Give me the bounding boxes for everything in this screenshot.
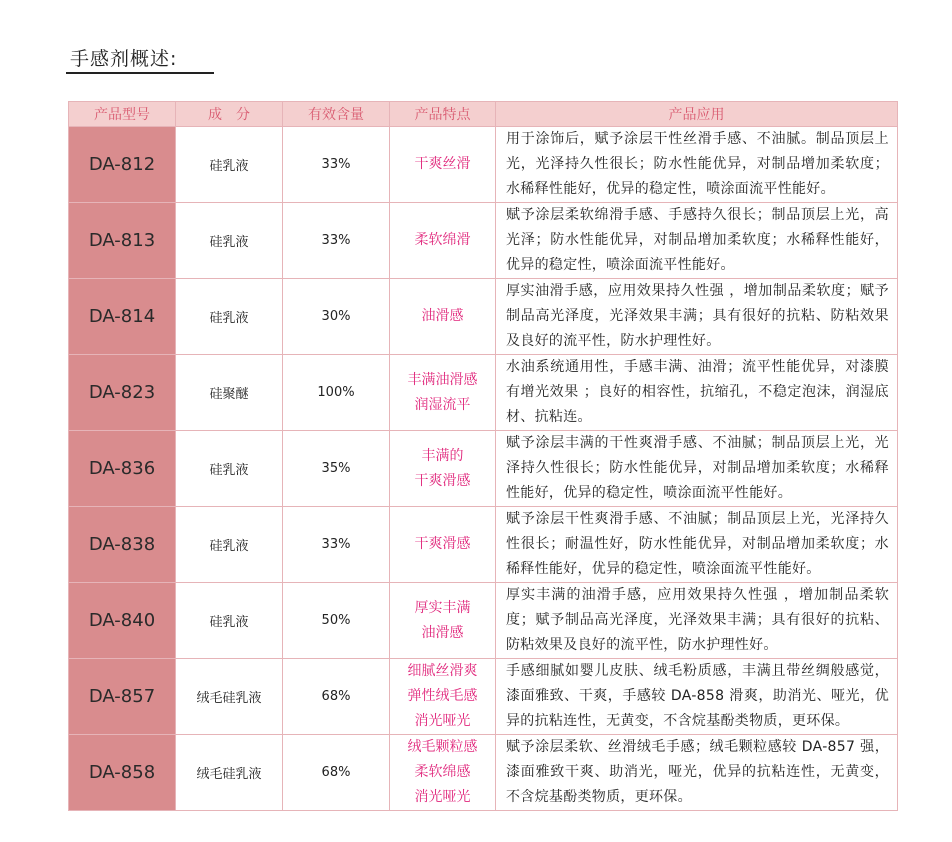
table-row [69,507,898,583]
feature-line: 消光哑光 [414,789,471,805]
feature-line: 丰满油滑感 [407,371,478,388]
application-cell: 厚实丰满的油滑手感，应用效果持久性强 ，增加制品柔软度；赋予制品高光泽度，光泽效果丰满；具有很好的抗粘、防粘效果及良好的流平性，防水护理性好。 [496,583,898,659]
feature-line: 细腻丝滑爽 [407,663,478,679]
feature-line: 柔软绵感 [414,764,471,780]
application-cell: 水油系统通用性，手感丰满、油滑；流平性能优异，对漆膜有增光效果 ；良好的相容性，抗缩孔，不稳定泡沫，润湿底材、抗粘连。 [496,355,898,431]
feature-line: 润湿流平 [414,396,471,413]
header-application: 产品应用 [496,102,898,127]
content-cell: 35% [283,431,390,507]
model-cell: DA-823 [69,355,176,431]
table-row [69,279,898,355]
content-cell: 50% [283,583,390,659]
content-cell: 30% [283,279,390,355]
header-ingredient: 成 分 [176,102,283,127]
header-content: 有效含量 [283,102,390,127]
content-cell: 100% [283,355,390,431]
ingredient-cell: 硅乳液 [176,127,283,203]
content-cell: 68% [283,659,390,735]
title-underline [66,72,214,74]
feature-line: 厚实丰满 [414,599,471,616]
table-row [69,735,898,811]
feature-cell [390,203,496,279]
model-cell: DA-836 [69,431,176,507]
feature-line: 柔软绵滑 [414,232,471,248]
content-cell: 33% [283,507,390,583]
model-cell: DA-838 [69,507,176,583]
feature-line: 干爽滑感 [414,472,471,489]
feature-line: 绒毛颗粒感 [407,739,478,755]
table-row [69,659,898,735]
table-row [69,355,898,431]
application-cell: 手感细腻如婴儿皮肤、绒毛粉质感，丰满且带丝绸般感觉，漆面雅致、干爽，手感较 DA-858 滑爽，助消光、哑光，优异的抗粘连性，无黄变，不含烷基酚类物质，更环保。 [496,659,898,735]
application-cell: 用于涂饰后，赋予涂层干性丝滑手感、不油腻。制品顶层上光，光泽持久性很长；防水性能优异，对制品增加柔软度；水稀释性能好，优异的稳定性，喷涂面流平性能好。 [496,127,898,203]
ingredient-cell: 绒毛硅乳液 [176,659,283,735]
table-body [69,127,898,811]
feature-cell [390,431,496,507]
model-cell: DA-858 [69,735,176,811]
product-table [68,101,898,811]
ingredient-cell: 硅乳液 [176,431,283,507]
model-cell: DA-840 [69,583,176,659]
ingredient-cell: 硅乳液 [176,203,283,279]
table-header-row [69,102,898,127]
ingredient-cell: 硅乳液 [176,279,283,355]
header-model: 产品型号 [69,102,176,127]
table-row [69,583,898,659]
application-cell: 赋予涂层柔软绵滑手感、手感持久很长；制品顶层上光，高光泽；防水性能优异，对制品增加柔软度；水稀释性能好，优异的稳定性，喷涂面流平性能好。 [496,203,898,279]
application-cell: 厚实油滑手感，应用效果持久性强 ，增加制品柔软度；赋予制品高光泽度，光泽效果丰满；具有很好的抗粘、防粘效果及良好的流平性，防水护理性好。 [496,279,898,355]
feature-cell [390,735,496,811]
feature-line: 消光哑光 [414,713,471,729]
feature-cell [390,355,496,431]
model-cell: DA-857 [69,659,176,735]
header-feature: 产品特点 [390,102,496,127]
feature-line: 干爽滑感 [414,536,471,552]
feature-cell [390,507,496,583]
table-row [69,203,898,279]
ingredient-cell: 绒毛硅乳液 [176,735,283,811]
feature-line: 干爽丝滑 [414,156,471,172]
table-row [69,431,898,507]
feature-cell [390,279,496,355]
ingredient-cell: 硅乳液 [176,583,283,659]
model-cell: DA-813 [69,203,176,279]
application-cell: 赋予涂层丰满的干性爽滑手感、不油腻；制品顶层上光，光泽持久性很长；防水性能优异，对制品增加柔软度；水稀释性能好，优异的稳定性，喷涂面流平性能好。 [496,431,898,507]
model-cell: DA-814 [69,279,176,355]
feature-line: 油滑感 [421,624,464,641]
content-cell: 68% [283,735,390,811]
table-row [69,127,898,203]
feature-line: 弹性绒毛感 [407,688,478,704]
application-cell: 赋予涂层干性爽滑手感、不油腻；制品顶层上光，光泽持久性很长；耐温性好，防水性能优异，对制品增加柔软度；水稀释性能好，优异的稳定性，喷涂面流平性能好。 [496,507,898,583]
content-cell: 33% [283,127,390,203]
feature-cell [390,583,496,659]
feature-cell [390,659,496,735]
content-cell: 33% [283,203,390,279]
application-cell: 赋予涂层柔软、丝滑绒毛手感；绒毛颗粒感较 DA-857 强，漆面雅致干爽、助消光，哑光，优异的抗粘连性，无黄变，不含烷基酚类物质，更环保。 [496,735,898,811]
model-cell: DA-812 [69,127,176,203]
feature-line: 油滑感 [421,308,464,324]
ingredient-cell: 硅乳液 [176,507,283,583]
page-title: 手感剂概述: [70,48,178,70]
ingredient-cell: 硅聚醚 [176,355,283,431]
feature-line: 丰满的 [421,447,464,464]
feature-cell [390,127,496,203]
